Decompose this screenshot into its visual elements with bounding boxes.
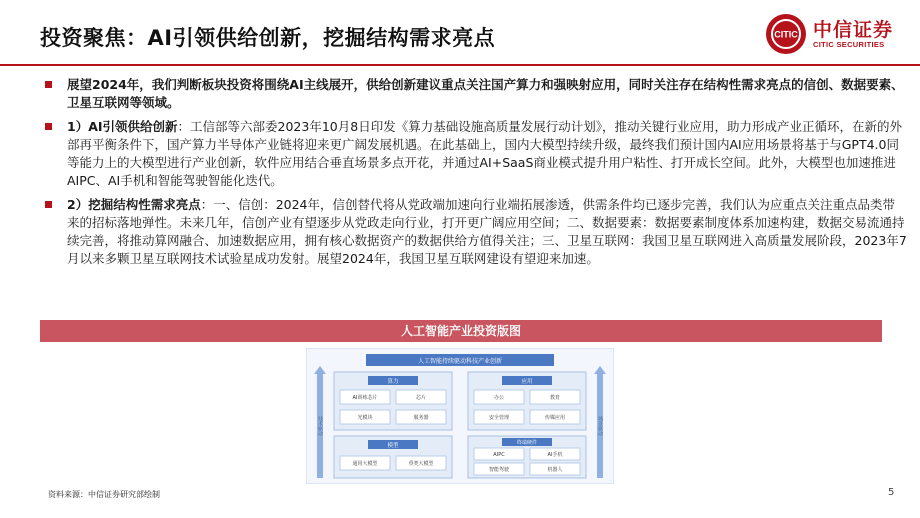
application-item: 办公 [493, 395, 505, 401]
citic-logo-icon [765, 13, 807, 55]
bullet-text [67, 118, 907, 190]
hardware-item: 智能驾驶 [488, 467, 510, 473]
bullet-marker [45, 81, 52, 88]
model-item: 垂类大模型 [408, 461, 434, 467]
bullet-item-structural-demand [45, 196, 907, 268]
model-item: 通用大模型 [352, 461, 378, 467]
diagram-banner: 人工智能产业投资版图 [40, 320, 882, 342]
source-note: 资料来源：中信证券研究部绘制 [48, 490, 160, 499]
ai-industry-map-diagram [306, 348, 614, 484]
bullet-list [45, 76, 907, 274]
hardware-header: 终端硬件 [516, 440, 538, 446]
bullet-lead: 展望2024年，我们判断板块投资将围绕AI主线展开，供给创新建议重点关注国产算力和强映射应用，同时关注存在结构性需求亮点的信创、数据要素、卫星互联网等领域。 [67, 77, 904, 110]
hardware-item: AI手机 [547, 452, 563, 458]
logo-chinese-name: 中信证券 [813, 19, 894, 41]
hardware-item: AIPC [493, 452, 505, 458]
diagram-top-label: 人工智能持续驱动科技产业创新 [417, 358, 503, 365]
application-item: 教育 [549, 395, 561, 401]
compute-item: 光模块 [357, 415, 373, 421]
bullet-body: ：工信部等六部委2023年10月8日印发《算力基础设施高质量发展行动计划》，推动关键行业应用，助力形成产业正循环，在新的外部再平衡条件下，国产算力半导体产业链将迎来更广阔发展机遇。在此基础上，国内大模型持续升级，最终我们预计国内AI应用场景将基于与GPT4.0同等能力上的大模型进行产业创新，软件应用结合垂直场景多点开花，并通过AI+SaaS商业模式提升用户粘性、打开成长空间。此外，大模型也加速推进AIPC、AI手机和智能驾驶智能化迭代。 [67, 119, 902, 188]
diagram-right-label: 场景驱动 [597, 416, 603, 436]
hardware-item: 机器人 [547, 467, 563, 473]
ai-industry-map-svg [306, 348, 614, 484]
application-header: 应用 [521, 379, 533, 385]
application-item: 安全管理 [488, 415, 510, 421]
compute-item: AI训练芯片 [352, 395, 378, 401]
bullet-text [67, 76, 907, 112]
application-item: 传媒应用 [544, 415, 566, 421]
citic-logo [765, 13, 905, 59]
bullet-item-ai-supply [45, 118, 907, 190]
compute-item: 芯片 [415, 395, 427, 401]
bullet-marker [45, 123, 52, 130]
title-divider [0, 64, 920, 66]
bullet-marker [45, 201, 52, 208]
bullet-body: ：一、信创：2024年，信创替代将从党政端加速向行业端拓展渗透，供需条件均已逐步完善，我们认为应重点关注重点品类带来的招标落地弹性。未来几年，信创产业有望逐步从党政走向行业，打开更广阔应用空间；二、数据要素：数据要素制度体系加速构建，数据交易流通持续完善，将推动算网融合、加速数据应用，拥有核心数据资产的数据供给方值得关注；三、卫星互联网：我国卫星互联网进入高质量发展阶段，2023年7月以来多颗卫星互联网技术试验星成功发射。展望2024年，我国卫星互联网建设有望迎来加速。 [67, 197, 907, 266]
bullet-lead: 2）挖掘结构性需求亮点 [67, 197, 201, 212]
page-title: 投资聚焦：AI引领供给创新，挖掘结构需求亮点 [40, 26, 496, 50]
diagram-left-label: 技术驱动 [317, 416, 323, 436]
bullet-text [67, 196, 907, 268]
page-number: 5 [888, 487, 895, 498]
logo-english-name: CITIC SECURITIES [813, 40, 885, 49]
compute-item: 服务器 [413, 415, 429, 421]
compute-header: 算力 [387, 379, 399, 385]
bullet-item-outlook [45, 76, 907, 112]
model-header: 模型 [387, 443, 399, 449]
logo-mark-text: CITIC [774, 29, 798, 40]
bullet-lead: 1）AI引领供给创新 [67, 119, 178, 134]
